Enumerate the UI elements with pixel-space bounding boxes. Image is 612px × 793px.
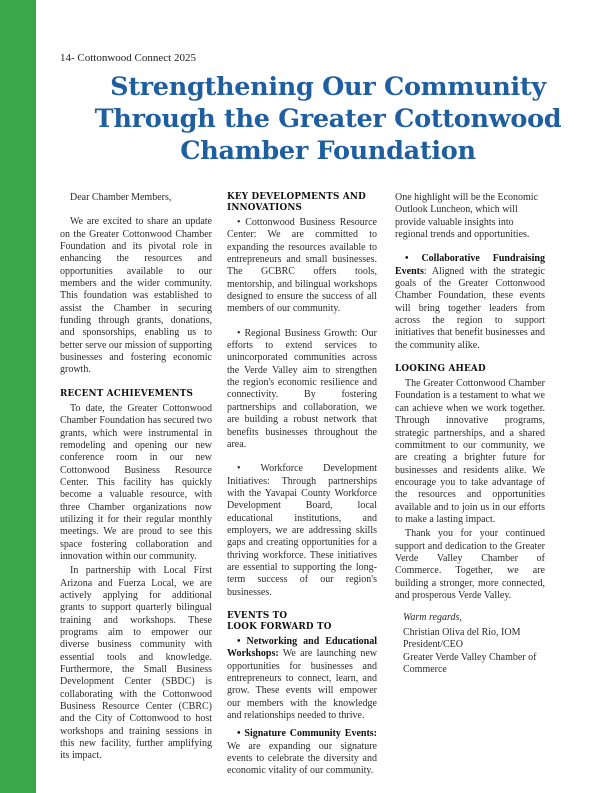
achievements-paragraph-1: To date, the Greater Cottonwood Chamber Foundation has secured two grants, which were instrumental in remodeling and opening our new conference room in our new Cottonwood Business Resource Center. This facility has quickly become a valuable resource, with three Chamber organizations now utilizing it for their regular monthly meetings. We are proud to see this space fostering collaboration and innovation within our community. bbox=[60, 402, 212, 562]
signer-name: Christian Oliva del Rio, IOM bbox=[403, 626, 521, 638]
events-bullet-networking-body: We are launching new opportunities for businesses and entrepreneurs to connect, learn, and grow. These events will empower our members with the knowledge and relationships needed to thrive. bbox=[227, 648, 377, 722]
events-bullet-signature-lead: • Signature Community Events: bbox=[237, 728, 377, 740]
key-heading-line-2: INNOVATIONS bbox=[227, 203, 303, 213]
events-bullet-signature bbox=[227, 728, 377, 777]
page-label: 14- Cottonwood Connect 2025 bbox=[60, 52, 196, 64]
key-developments-heading bbox=[227, 192, 377, 214]
events-bullet-networking-lead: • Networking and Educational Workshops: bbox=[227, 635, 377, 660]
signer-title: President/CEO bbox=[403, 639, 463, 651]
column-3 bbox=[395, 192, 545, 677]
green-side-bar bbox=[0, 0, 36, 793]
achievements-heading: RECENT ACHIEVEMENTS bbox=[60, 388, 194, 399]
events-bullet-signature-body: We are expanding our signature events to celebrate the diversity and economic vitality of our community. bbox=[227, 740, 377, 777]
intro-paragraph: We are excited to share an update on the Greater Cottonwood Chamber Foundation and its pivotal role in enhancing the resources and opportunities available to our members and the wider community. This foundation was established to assist the Chamber in securing funding through grants, donations, and sponsorships, enabling us to better serve our mission of supporting businesses and fostering economic growth. bbox=[60, 216, 212, 376]
headline bbox=[60, 71, 596, 167]
signature-block bbox=[395, 612, 545, 677]
events-heading bbox=[227, 611, 377, 633]
key-bullet-resource-center: • Cottonwood Business Resource Center: We are committed to expanding the resources available to entrepreneurs and small businesses. The GCBRC offers tools, mentorship, and bilingual workshops designed to ensure the success of all members of our community. bbox=[227, 217, 377, 315]
key-bullet-regional-growth: • Regional Business Growth: Our efforts to extend services to unincorporated communities across the Verde Valley aim to strengthen the region's economic resilience and connectivity. By fostering partnerships and collaboration, we are building a robust network that benefits businesses throughout the area. bbox=[227, 327, 377, 450]
salutation: Dear Chamber Members, bbox=[70, 192, 172, 203]
page bbox=[60, 0, 596, 793]
key-heading-line-1: KEY DEVELOPMENTS AND bbox=[227, 192, 366, 202]
signer-org: Greater Verde Valley Chamber of Commerce bbox=[403, 651, 537, 676]
events-heading-line-1: EVENTS TO bbox=[227, 610, 288, 621]
fundraising-bullet bbox=[395, 253, 545, 352]
column-2 bbox=[227, 192, 377, 790]
fundraising-bullet-body: : Aligned with the strategic goals of the Greater Cottonwood Chamber Foundation, these events will bring together leaders from across the region to support initiatives that benefit businesses and the community alike. bbox=[395, 265, 545, 351]
sign-off: Warm regards, bbox=[403, 612, 462, 624]
headline-line-1: Strengthening Our Community bbox=[110, 72, 546, 102]
events-bullet-networking bbox=[227, 636, 377, 722]
column-1 bbox=[60, 192, 212, 765]
fundraising-bullet-lead: • Collaborative Fundraising Events bbox=[395, 253, 545, 277]
headline-line-3: Chamber Foundation bbox=[180, 136, 476, 166]
looking-ahead-paragraph-1: The Greater Cottonwood Chamber Foundation is a testament to what we can achieve when we work together. Through innovative programs, strategic partnerships, and a shared commitment to our community, we are creating a brighter future for businesses and residents alike. We encourage you to take advantage of the resources and opportunities available and to join us in our efforts to make a lasting impact. bbox=[395, 378, 545, 525]
events-heading-line-2: LOOK FORWARD TO bbox=[227, 621, 332, 632]
highlight-paragraph: One highlight will be the Economic Outlook Luncheon, which will provide valuable insights into regional trends and opportunities. bbox=[395, 192, 539, 241]
looking-ahead-paragraph-2: Thank you for your continued support and dedication to the Greater Verde Valley Chamber of Commerce. Together, we are building a stronger, more connected, and prosperous Verde Valley. bbox=[395, 528, 545, 601]
looking-ahead-heading: LOOKING AHEAD bbox=[395, 364, 486, 375]
key-bullet-workforce: • Workforce Development Initiatives: Through partnerships with the Yavapai County Workforce Development Board, local educational institutions, and employers, we are addressing skills gaps and creating opportunities for a thriving workforce. These initiatives are essential to supporting the long-term success of our region's businesses. bbox=[227, 463, 377, 598]
headline-line-2: Through the Greater Cottonwood bbox=[94, 104, 562, 134]
achievements-paragraph-2: In partnership with Local First Arizona and Fuerza Local, we are actively applying for additional grants to support quarterly bilingual training and workshops. These programs aim to empower our diverse business community with essential tools and knowledge. Furthermore, the Small Business Development Center (SBDC) is collaborating with the Cottonwood Business Resource Center (CBRC) and the City of Cottonwood to host workshops and training sessions in this new facility, further amplifying its impact. bbox=[60, 565, 212, 762]
